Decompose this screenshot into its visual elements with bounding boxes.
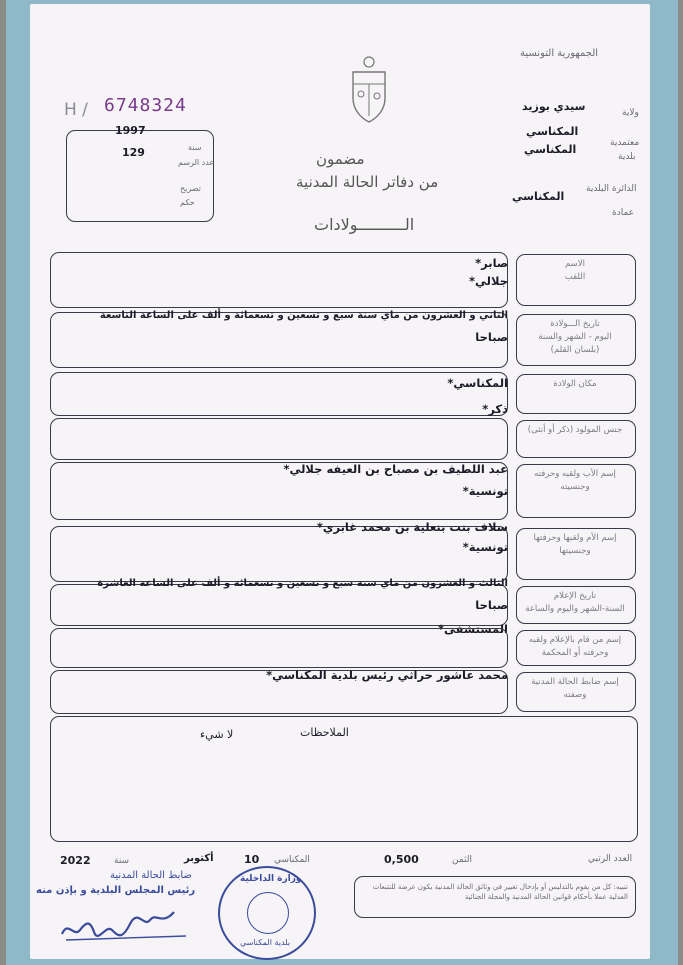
field-value: ذكر* — [482, 402, 508, 416]
field-value-box — [50, 418, 508, 460]
record-declaration-label: تصريح — [180, 184, 201, 193]
title-line1: مضمون — [316, 150, 365, 168]
field-label: إسم الأم ولقبها وحرفتها وجنسيتها — [533, 533, 617, 556]
wilaya-value: سيدي بوزيد — [522, 100, 586, 113]
field-value: المكناسي* — [447, 376, 508, 390]
officer-line2: رئيس المجلس البلدية و بإذن منه — [36, 885, 196, 896]
field-value: تونسية* — [462, 540, 508, 554]
field-value-box — [50, 252, 508, 308]
field-value: تونسية* — [462, 484, 508, 498]
field-value-box — [50, 628, 508, 668]
place-label: المكناسي — [274, 855, 310, 865]
field-value: صباحا — [475, 598, 508, 612]
field-label: جنس المولود (ذكر أو أنثى) — [527, 425, 623, 435]
field-value-box — [50, 526, 508, 582]
field-label: تاريخ الـــولادة اليوم - الشهر والسنة (بلسان القلم) — [538, 319, 612, 355]
field-label: إسم الأب ولقبه وحرفته وجنسيته — [534, 469, 616, 492]
republic-label: الجمهورية التونسية — [520, 48, 599, 59]
field-value-box — [50, 584, 508, 626]
field-value: المستشفى* — [438, 622, 508, 636]
record-year-label: سنة — [188, 143, 202, 152]
field-value: الثالث و العشرون من ماي سنة سبع و تسعين و تسعمائة و ألف على الساعة العاشرة — [97, 578, 508, 589]
record-year-value: 1997 — [115, 124, 146, 137]
field-value: جلالي* — [469, 274, 508, 288]
field-value: سلاف بنت بنعلية بن محمد غابري* — [316, 520, 508, 534]
price-value: 0,500 — [384, 853, 419, 866]
notice-text: تنبيه: كل من يقوم بالتدليس أو بإدخال تغيير في وثائق الحالة المدنية يكون عرضة للتتبعات العدلية عملا بأحكام قوانين الحالة المدنية والمجلة الجنائية — [372, 883, 628, 901]
date-month: أكتوبر — [184, 853, 214, 864]
field-value: محمد عاشور حراثي رئيس بلدية المكناسي* — [266, 668, 508, 682]
date-day: 10 — [244, 853, 260, 866]
section-title: الــــــــــولادات — [314, 215, 415, 234]
coat-of-arms-icon — [348, 54, 390, 126]
year-label: سنة — [114, 856, 130, 866]
record-number-value: 129 — [122, 146, 145, 159]
field-label: إسم من قام بالإعلام ولقبه وحرفته أو المحكمة — [528, 635, 622, 658]
serial-number: 6748324 — [104, 95, 187, 116]
remarks-value: لا شيء — [200, 728, 234, 741]
field-label: الاسم اللقب — [564, 259, 586, 282]
stamp-text-bottom: بلدية المكناسي — [240, 938, 291, 947]
officer-line1: ضابط الحالة المدنية — [110, 870, 192, 881]
signature — [56, 906, 206, 946]
field-value: صابر* — [475, 256, 508, 270]
district-value: المكناسي — [512, 190, 565, 203]
record-number-label: عدد الرسم — [178, 158, 215, 167]
municipality-value: المكناسي — [524, 143, 577, 156]
field-label: تاريخ الإعلام السنة-الشهر واليوم والساعة — [525, 591, 625, 614]
district-label: الدائرة البلدية — [586, 184, 637, 194]
price-label: الثمن — [452, 855, 473, 865]
remarks-label: الملاحظات — [300, 726, 349, 739]
field-value: صباحا — [475, 330, 508, 344]
field-value: عبد اللطيف بن مصباح بن العيفه جلالي* — [283, 462, 508, 476]
delegation-value: المكناسي — [526, 125, 579, 138]
field-label: إسم ضابط الحالة المدنية وصفته — [531, 677, 619, 700]
field-value: الثاني و العشرون من ماي سنة سبع و تسعين و تسعمائة و ألف على الساعة التاسعة — [99, 310, 508, 321]
wilaya-label: ولاية — [622, 108, 639, 118]
year-value: 2022 — [60, 854, 91, 867]
official-stamp — [218, 866, 316, 960]
title-line2: من دفاتر الحالة المدنية — [296, 173, 439, 191]
stamp-text-top: وزارة الداخلية — [240, 874, 302, 884]
municipality-label: بلدية — [618, 152, 636, 162]
serial-prefix: H / — [64, 100, 88, 120]
delegation-label: معتمدية — [610, 138, 640, 148]
field-value-box — [50, 372, 508, 416]
record-judgment-label: حكم — [180, 198, 195, 207]
reg-number-label: العدد الرتبي — [588, 854, 633, 864]
stamp-emblem-icon — [247, 892, 289, 934]
omda-label: عمادة — [612, 208, 635, 218]
field-label: مكان الولادة — [553, 379, 597, 389]
